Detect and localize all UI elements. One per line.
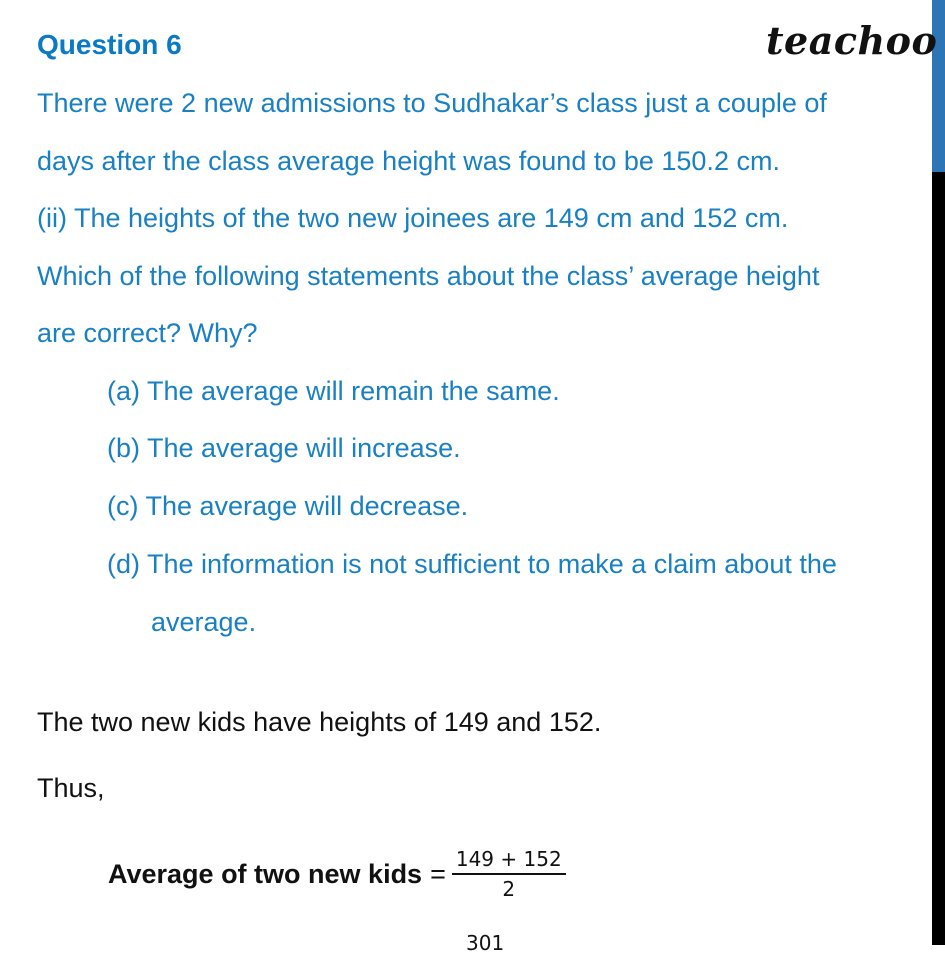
option-c: (c) The average will decrease. [107,491,469,521]
option-b: (b) The average will increase. [107,433,461,463]
answer-line-2: Thus, [37,773,105,803]
question-line-4: Which of the following statements about the class’ average height [37,261,820,291]
question-line-3: (ii) The heights of the two new joinees are 149 cm and 152 cm. [37,203,789,233]
fraction-numerator: 149 + 152 [455,847,562,872]
question-label: Question 6 [37,29,182,60]
question-line-5: are correct? Why? [37,318,258,348]
answer-line-1: The two new kids have heights of 149 and 152. [37,707,602,737]
next-fraction-numerator: 301 [466,931,505,955]
teachoo-logo: teachoo [766,18,938,63]
average-fraction [452,847,566,901]
average-formula [108,846,566,902]
question-line-2: days after the class average height was found to be 150.2 cm. [37,146,780,176]
question-line-1: There were 2 new admissions to Sudhakar’s class just a couple of [37,88,827,118]
option-d-continuation: average. [151,607,257,637]
equals-sign: = [430,858,446,889]
option-a: (a) The average will remain the same. [107,376,560,406]
average-label: Average of two new kids [108,858,423,889]
fraction-denominator: 2 [502,876,516,901]
option-d: (d) The information is not sufficient to make a claim about the [107,549,837,579]
